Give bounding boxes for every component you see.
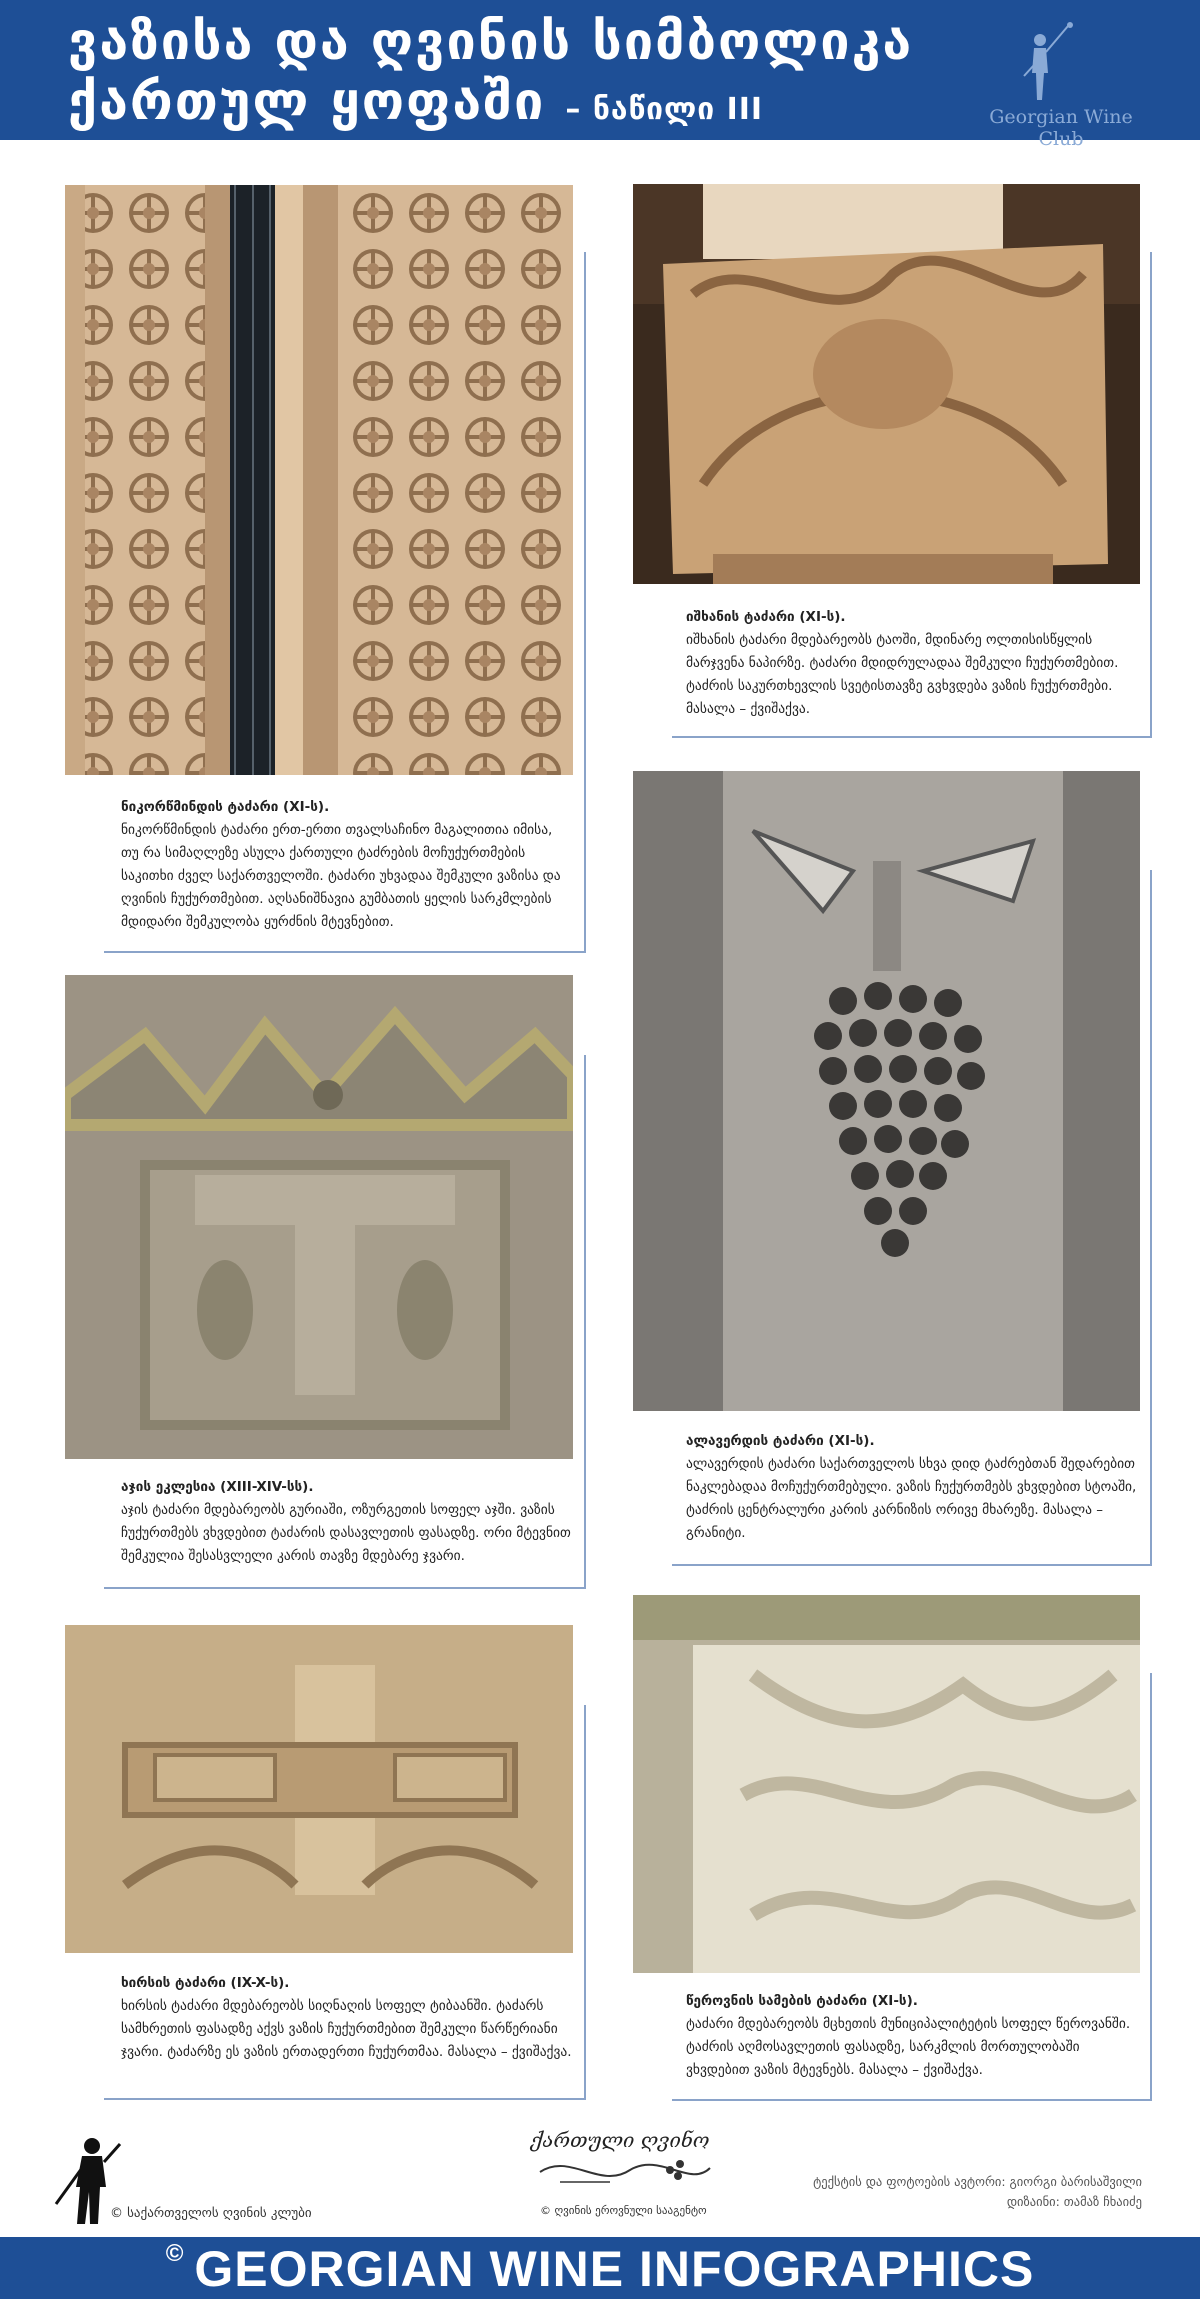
copyright-wine-agency: © ღვინის ეროვნული სააგენტო <box>540 2204 707 2217</box>
caption-ishkhani <box>686 606 1140 721</box>
caption-tserovani <box>686 1990 1140 2082</box>
ishkhani-capital-image <box>633 184 1140 584</box>
caption-text: ალავერდის ტაძარი საქართველოს სხვა დიდ ტაძრებთან შედარებით ნაკლებადაა მოჩუქურთმებული. ვაზის ჩუქურთმებს ვხვდებით სტოაში, ტაძრის ცენტრალური კარის კარნიზის ორივე მხარეზე. მასალა – გრანიტი. <box>686 1456 1137 1541</box>
caption-text: აჯის ტაძარი მდებარეობს გურიაში, ოზურგეთის სოფელ აჯში. ვაზის ჩუქურთმებს ვხვდებით ტაძარის დასავლეთის ფასადზე. ორი მტევნით შემკულია შესასვლელი კარის თავზე მდებარე ჯვარი. <box>121 1502 571 1564</box>
footer-copyright-mark: © <box>165 2240 185 2267</box>
footer-title <box>0 2240 1200 2298</box>
tserovani-leaf-image <box>633 1595 1140 1973</box>
vine-swirl-icon <box>520 2152 720 2190</box>
photo-ishkhani <box>633 184 1140 584</box>
caption-text: იშხანის ტაძარი მდებარეობს ტაოში, მდინარე ოლთისისწყლის მარჯვენა ნაპირზე. ტაძარი მდიდრულადაა შემკული ჩუქურთმებით. ტაძრის საკურთხევლის სვეტისთავზე გვხვდება ვაზის ჩუქურთმები. მასალა – ქვიშაქვა. <box>686 632 1119 717</box>
credit-design: დიზაინი: თამაზ ჩხაიძე <box>1006 2194 1142 2209</box>
aji-cross-image <box>65 975 573 1459</box>
footer-title-text: GEORGIAN WINE INFOGRAPHICS <box>194 2241 1035 2297</box>
page-title-line1: ვაზისა და ღვინის სიმბოლიკა <box>68 12 914 72</box>
caption-title: წეროვნის სამების ტაძარი (XI-ს). <box>686 1993 918 2009</box>
nikortsminda-carving-image <box>65 185 573 775</box>
caption-text: ხირსის ტაძარი მდებარეობს სიღნაღის სოფელ ტიბაანში. ტაძარს სამხრეთის ფასადზე აქვს ვაზის ჩუქურთმებით შემკული წარწერიანი ჯვარი. ტაძარზე ეს ვაზის ერთადერთი ჩუქურთმაა. მასალა – ქვიშაქვა. <box>121 1998 572 2060</box>
khirsa-cross-image <box>65 1625 573 1953</box>
copyright-wine-club: © საქართველოს ღვინის კლუბი <box>110 2206 312 2221</box>
caption-title: ნიკორწმინდის ტაძარი (XI-ს). <box>121 799 330 815</box>
photo-tserovani <box>633 1595 1140 1973</box>
photo-aji <box>65 975 573 1459</box>
credit-author: ტექსტის და ფოტოების ავტორი: გიორგი ბარისაშვილი <box>813 2174 1142 2189</box>
caption-alaverdi <box>686 1430 1140 1545</box>
credits-block <box>722 2172 1142 2212</box>
logo-script-text: ქართული ღვინო <box>530 2128 710 2152</box>
georgian-wine-logo <box>520 2128 720 2198</box>
photo-khirsa <box>65 1625 573 1953</box>
caption-text: ნიკორწმინდის ტაძარი ერთ-ერთი თვალსაჩინო მაგალითია იმისა, თუ რა სიმაღლეზე ასულა ქართული ტაძრების მოჩუქურთმების საკითხი ძველ საქართველოში. ტაძარი უხვადაა შემკული ვაზისა და ღვინის ჩუქურთმებით. აღსანიშნავია გუმბათის ყელის სარკმლების მდიდარი შემკულობა ყურძნის მტევნებით. <box>121 822 561 930</box>
caption-aji <box>121 1476 573 1568</box>
caption-nikortsminda <box>121 796 573 934</box>
caption-title: ხირსის ტაძარი (IX-X-ს). <box>121 1975 290 1991</box>
title-line2-text: ქართულ ყოფაში <box>68 72 546 132</box>
photo-nikortsminda <box>65 185 573 775</box>
alaverdi-grapes-image <box>633 771 1140 1411</box>
wine-club-logo-icon <box>1020 18 1080 108</box>
caption-title: ალავერდის ტაძარი (XI-ს). <box>686 1433 875 1449</box>
caption-text: ტაძარი მდებარეობს მცხეთის მუნიციპალიტეტის სოფელ წეროვანში. ტაძრის აღმოსავლეთის ფასადზე, სარკმლის მორთულობაში ვხვდებით ვაზის მტევნებს. მასალა – ქვიშაქვა. <box>686 2016 1131 2078</box>
part-label: – ნაწილი III <box>565 92 764 127</box>
caption-khirsa <box>121 1972 573 2064</box>
wine-club-name: Georgian Wine Club <box>989 106 1133 150</box>
page-title-line2 <box>68 72 763 132</box>
photo-alaverdi <box>633 771 1140 1411</box>
caption-title: იშხანის ტაძარი (XI-ს). <box>686 609 846 625</box>
caption-title: აჯის ეკლესია (XIII-XIV-სს). <box>121 1479 314 1495</box>
